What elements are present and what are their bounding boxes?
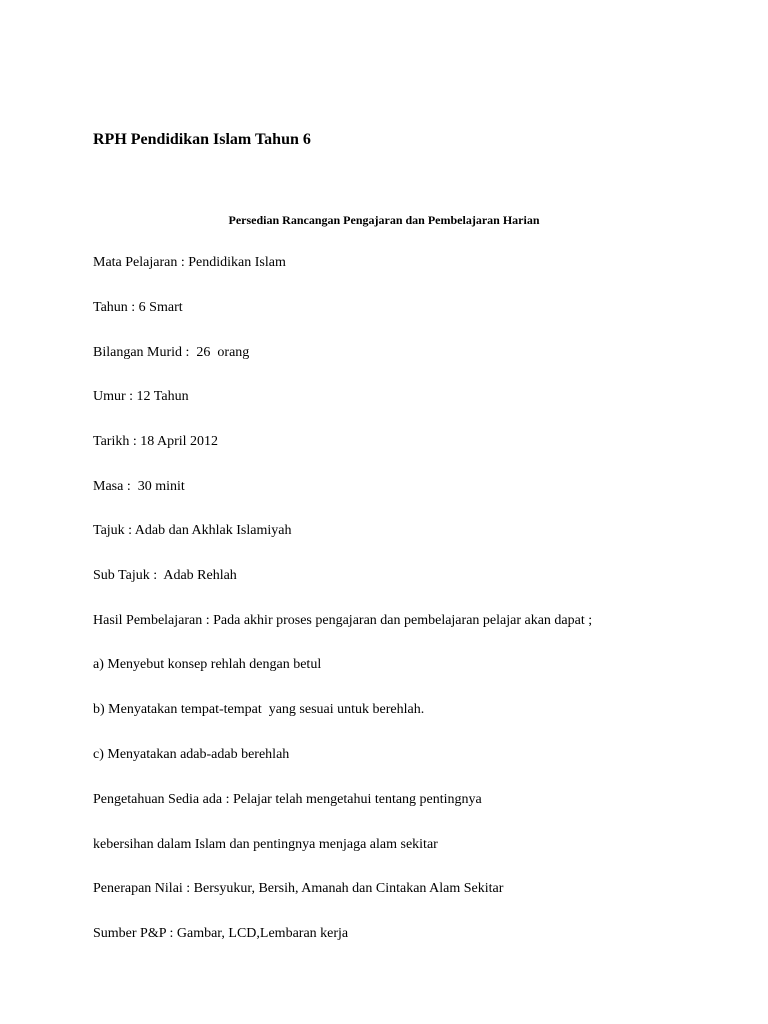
line-tajuk: Tajuk : Adab dan Akhlak Islamiyah [93, 523, 292, 538]
document-title: RPH Pendidikan Islam Tahun 6 [93, 131, 311, 148]
line-umur: Umur : 12 Tahun [93, 389, 189, 404]
line-bilangan-murid: Bilangan Murid : 26 orang [93, 345, 250, 360]
line-objective-a: a) Menyebut konsep rehlah dengan betul [93, 657, 322, 672]
line-tahun: Tahun : 6 Smart [93, 300, 183, 315]
line-pengetahuan-cont: kebersihan dalam Islam dan pentingnya menjaga alam sekitar [93, 837, 438, 852]
line-mata-pelajaran: Mata Pelajaran : Pendidikan Islam [93, 255, 286, 270]
line-hasil-pembelajaran: Hasil Pembelajaran : Pada akhir proses pengajaran dan pembelajaran pelajar akan dapat ; [93, 613, 593, 628]
line-objective-b: b) Menyatakan tempat-tempat yang sesuai untuk berehlah. [93, 702, 425, 717]
line-pengetahuan-sedia-ada: Pengetahuan Sedia ada : Pelajar telah mengetahui tentang pentingnya [93, 792, 482, 807]
line-masa: Masa : 30 minit [93, 479, 185, 494]
document-subtitle: Persedian Rancangan Pengajaran dan Pembelajaran Harian [228, 213, 540, 227]
line-objective-c: c) Menyatakan adab-adab berehlah [93, 747, 290, 762]
line-tarikh: Tarikh : 18 April 2012 [93, 434, 219, 449]
line-sumber-pp: Sumber P&P : Gambar, LCD,Lembaran kerja [93, 926, 349, 941]
line-sub-tajuk: Sub Tajuk : Adab Rehlah [93, 568, 237, 583]
line-penerapan-nilai: Penerapan Nilai : Bersyukur, Bersih, Amanah dan Cintakan Alam Sekitar [93, 881, 504, 896]
